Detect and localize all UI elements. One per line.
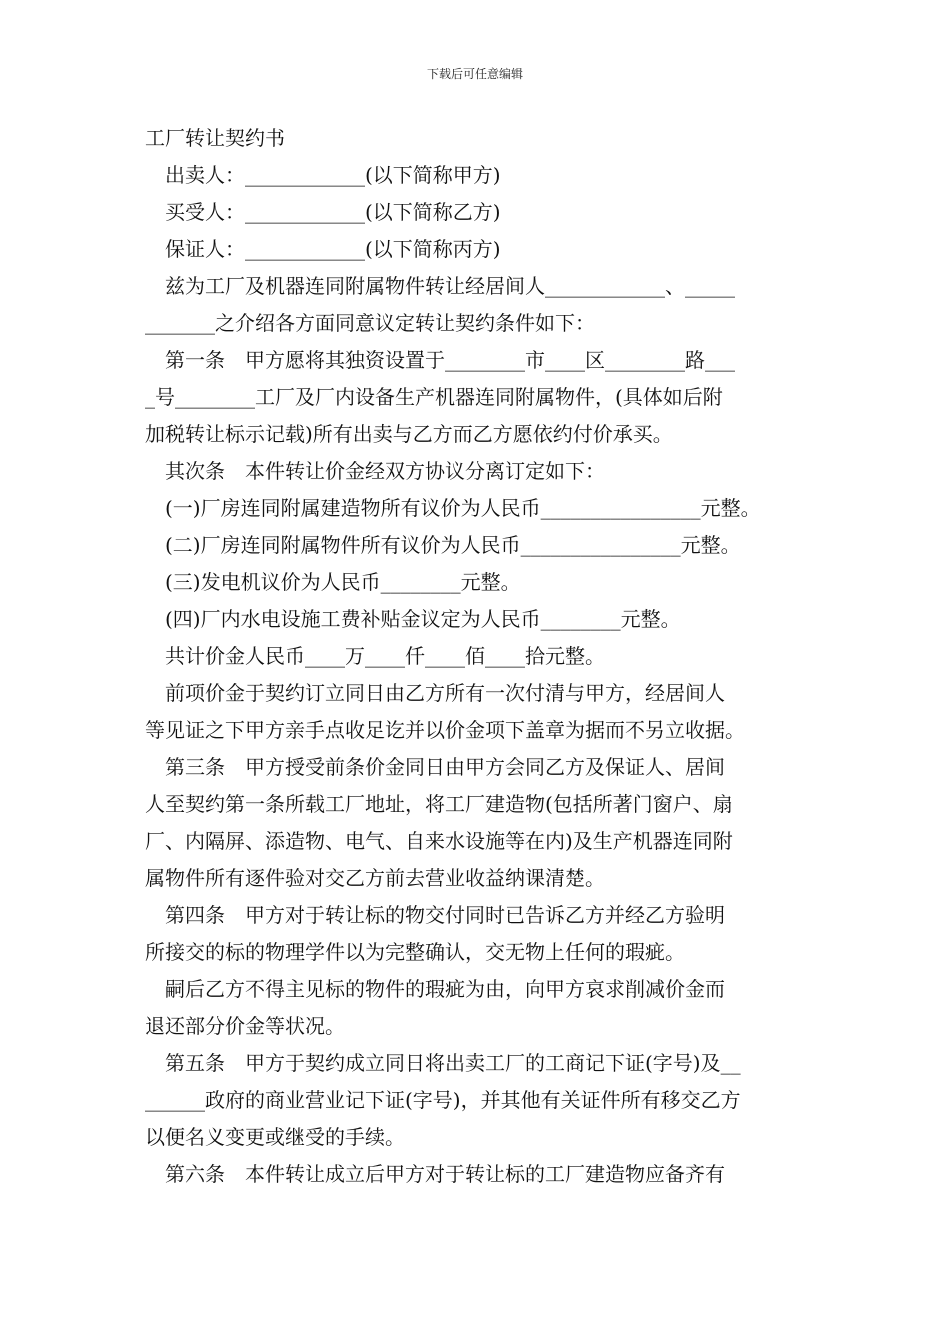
page-header-note: 下载后可任意编辑 bbox=[426, 67, 523, 81]
article-3-line: 厂、内隔屏、添造物、电气、自来水设施等在内)及生产机器连同附 bbox=[145, 829, 733, 853]
article-5-line: 第五条 甲方于契约成立同日将出卖工厂的工商记下证(字号)及__ bbox=[165, 1051, 741, 1075]
buyer-line: 买受人：____________(以下简称乙方) bbox=[165, 200, 501, 224]
article-2-line: 其次条 本件转让价金经双方协议分离订定如下： bbox=[165, 459, 605, 483]
article-3-line: 属物件所有逐件验对交乙方前去营业收益纳课清楚。 bbox=[145, 866, 605, 890]
price-item-2: (二)厂房连同附属物件所有议价为人民币________________元整。 bbox=[165, 533, 741, 557]
payment-line: 前项价金于契约订立同日由乙方所有一次付清与甲方，经居间人 bbox=[165, 681, 725, 705]
contract-document bbox=[145, 120, 820, 1193]
article-4-line: 嗣后乙方不得主见标的物件的瑕疵为由，向甲方哀求削减价金而 bbox=[165, 977, 725, 1001]
article-1-line: 第一条 甲方愿将其独资设置于________市____区________路___ bbox=[165, 348, 735, 372]
article-4-line: 第四条 甲方对于转让标的物交付同时已告诉乙方并经乙方验明 bbox=[165, 903, 725, 927]
article-6-line: 第六条 本件转让成立后甲方对于转让标的工厂建造物应备齐有 bbox=[165, 1162, 725, 1186]
document-title: 工厂转让契约书 bbox=[145, 126, 285, 150]
paragraph-line: 兹为工厂及机器连同附属物件转让经居间人____________、_____ bbox=[165, 274, 735, 298]
article-1-line: _号________工厂及厂内设备生产机器连同附属物件，(具体如后附 bbox=[145, 385, 723, 409]
seller-line: 出卖人：____________(以下简称甲方) bbox=[165, 163, 501, 187]
article-1-line: 加税转让标示记载)所有出卖与乙方而乙方愿依约付价承买。 bbox=[145, 422, 673, 446]
price-item-1: (一)厂房连同附属建造物所有议价为人民币________________元整。 bbox=[165, 496, 761, 520]
article-3-line: 第三条 甲方授受前条价金同日由甲方会同乙方及保证人、居间 bbox=[165, 755, 725, 779]
article-4-line: 退还部分价金等状况。 bbox=[145, 1014, 345, 1038]
article-5-line: ______政府的商业营业记下证(字号)，并其他有关证件所有移交乙方 bbox=[145, 1088, 741, 1112]
article-5-line: 以便名义变更或继受的手续。 bbox=[145, 1125, 405, 1149]
article-4-line: 所接交的标的物理学件以为完整确认，交无物上任何的瑕疵。 bbox=[145, 940, 685, 964]
price-item-4: (四)厂内水电设施工费补贴金议定为人民币________元整。 bbox=[165, 607, 681, 631]
price-item-3: (三)发电机议价为人民币________元整。 bbox=[165, 570, 521, 594]
guarantor-line: 保证人：____________(以下简称丙方) bbox=[165, 237, 501, 261]
payment-line: 等见证之下甲方亲手点收足讫并以价金项下盖章为据而不另立收据。 bbox=[145, 718, 745, 742]
paragraph-line: _______之介绍各方面同意议定转让契约条件如下： bbox=[145, 311, 595, 335]
article-3-line: 人至契约第一条所载工厂地址，将工厂建造物(包括所著门窗户、扇 bbox=[145, 792, 733, 816]
price-total: 共计价金人民币____万____仟____佰____拾元整。 bbox=[165, 644, 605, 668]
